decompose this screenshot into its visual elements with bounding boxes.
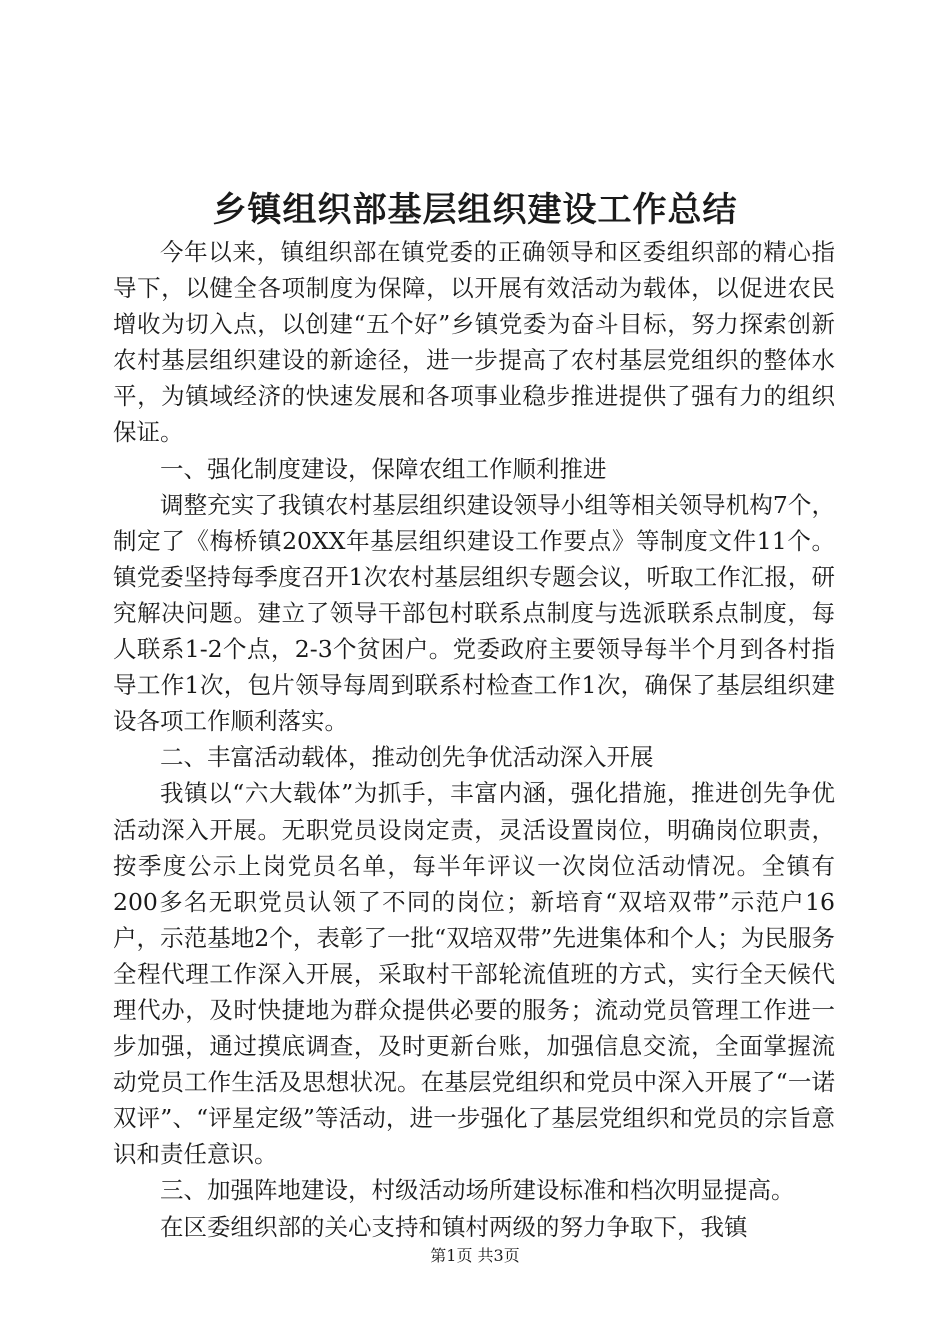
section-heading-2: 二、丰富活动载体，推动创先争优活动深入开展: [160, 743, 654, 772]
section-heading-1: 一、强化制度建设，保障农组工作顺利推进: [160, 454, 607, 483]
document-body: [113, 234, 835, 1245]
section-heading-3: 三、加强阵地建设，村级活动场所建设标准和档次明显提高。: [160, 1176, 795, 1205]
document-title: 乡镇组织部基层组织建设工作总结: [212, 190, 738, 230]
page-number-footer: 第1页 共3页: [430, 1246, 520, 1265]
paragraph-intro: 今年以来，镇组织部在镇党委的正确领导和区委组织部的精心指导下，以健全各项制度为保障，以开展有效活动为载体，以促进农民增收为切入点，以创建“五个好”乡镇党委为奋斗目标，努力探索创新农村基层组织建设的新途径，进一步提高了农村基层党组织的整体水平，为镇域经济的快速发展和各项事业稳步推进提供了强有力的组织保证。: [113, 238, 835, 447]
paragraph-section-2: 我镇以“六大载体”为抓手，丰富内涵，强化措施，推进创先争优活动深入开展。无职党员设岗定责，灵活设置岗位，明确岗位职责，按季度公示上岗党员名单，每半年评议一次岗位活动情况。全镇有200多名无职党员认领了不同的岗位；新培育“双培双带”示范户16户，示范基地2个，表彰了一批“双培双带”先进集体和个人；为民服务全程代理工作深入开展，采取村干部轮流值班的方式，实行全天候代理代办，及时快捷地为群众提供必要的服务；流动党员管理工作进一步加强，通过摸底调查，及时更新台账，加强信息交流，全面掌握流动党员工作生活及思想状况。在基层党组织和党员中深入开展了“一诺双评”、“评星定级”等活动，进一步强化了基层党组织和党员的宗旨意识和责任意识。: [113, 779, 835, 1169]
paragraph-section-3: 在区委组织部的关心支持和镇村两级的努力争取下，我镇: [160, 1212, 748, 1241]
paragraph-section-1: 调整充实了我镇农村基层组织建设领导小组等相关领导机构7个，制定了《梅桥镇20XX年基层组织建设工作要点》等制度文件11个。镇党委坚持每季度召开1次农村基层组织专题会议，听取工作汇报，研究解决问题。建立了领导干部包村联系点制度与选派联系点制度，每人联系1-2个点，2-3个贫困户。党委政府主要领导每半个月到各村指导工作1次，包片领导每周到联系村检查工作1次，确保了基层组织建设各项工作顺利落实。: [113, 490, 835, 736]
